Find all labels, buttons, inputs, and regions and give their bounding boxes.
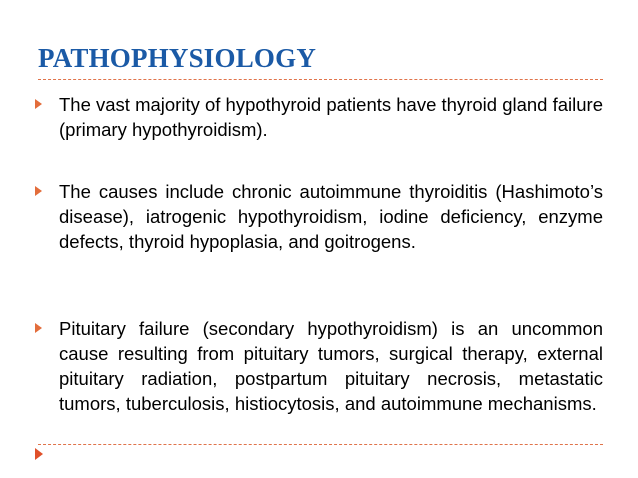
triangle-bullet-icon	[35, 99, 42, 109]
triangle-bullet-icon	[35, 323, 42, 333]
triangle-footer-icon	[35, 448, 43, 460]
footer-divider	[38, 444, 603, 445]
slide-title: PATHOPHYSIOLOGY	[38, 43, 317, 73]
title-divider	[38, 79, 603, 80]
bullet-item	[35, 92, 603, 142]
triangle-bullet-icon	[35, 186, 42, 196]
bullet-text: Pituitary failure (secondary hypothyroidism) is an uncommon cause resulting from pituitary tumors, surgical therapy, external pituitary radiation, postpartum pituitary necrosis, metastatic tumors, tuberculosis, histiocytosis, and autoimmune mechanisms.	[59, 318, 603, 414]
bullet-text: The vast majority of hypothyroid patients have thyroid gland failure (primary hypothyroidism).	[59, 94, 603, 140]
bullet-item	[35, 316, 603, 416]
bullet-item	[35, 179, 603, 254]
bullet-text: The causes include chronic autoimmune thyroiditis (Hashimoto’s disease), iatrogenic hypothyroidism, iodine deficiency, enzyme defects, thyroid hypoplasia, and goitrogens.	[59, 181, 603, 252]
